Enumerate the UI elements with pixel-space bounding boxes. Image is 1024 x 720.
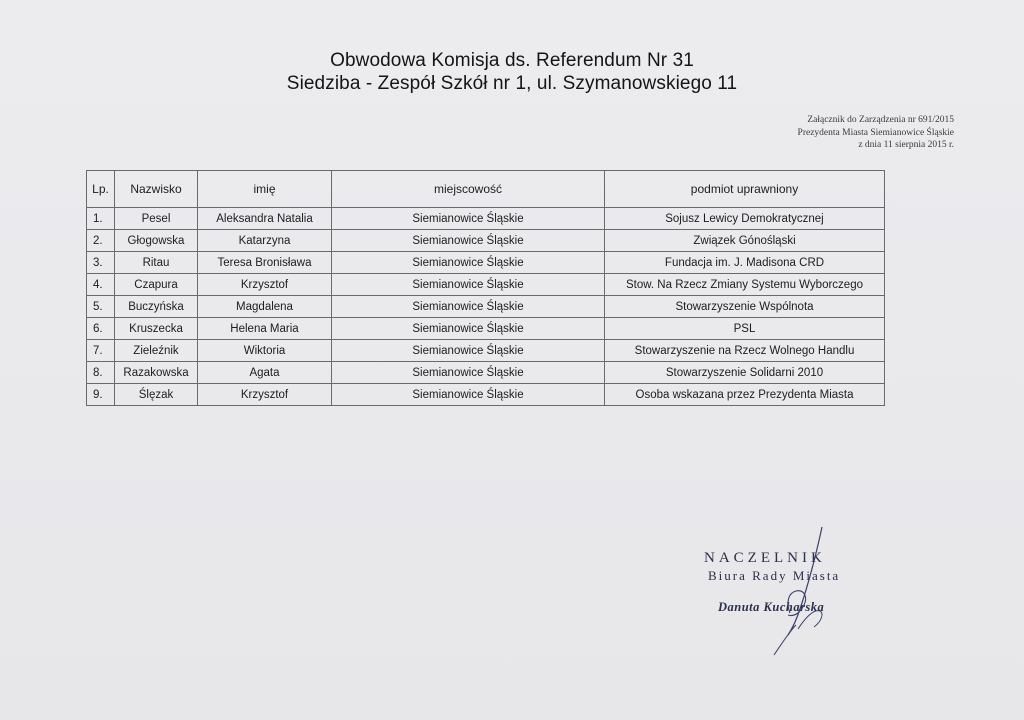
cell-entity: Osoba wskazana przez Prezydenta Miasta [605, 384, 885, 406]
header-entity: podmiot uprawniony [605, 171, 885, 208]
cell-surname: Kruszecka [115, 318, 198, 340]
stamp-title: NACZELNIK [704, 550, 826, 566]
handwritten-signature [704, 525, 884, 665]
table-row [87, 208, 885, 230]
cell-first-name: Krzysztof [198, 274, 332, 296]
annex-line-2: Prezydenta Miasta Siemianowice Śląskie [797, 127, 954, 138]
cell-town: Siemianowice Śląskie [332, 362, 605, 384]
annex-line-3: z dnia 11 sierpnia 2015 r. [858, 140, 954, 150]
cell-surname: Ślęzak [115, 384, 198, 406]
cell-first-name: Magdalena [198, 296, 332, 318]
cell-lp: 9. [87, 384, 115, 406]
cell-entity: PSL [605, 318, 885, 340]
table-row [87, 384, 885, 406]
cell-first-name: Helena Maria [198, 318, 332, 340]
document-subtitle: Siedziba - Zespół Szkół nr 1, ul. Szymanowskiego 11 [286, 73, 738, 94]
cell-town: Siemianowice Śląskie [332, 274, 605, 296]
cell-town: Siemianowice Śląskie [332, 230, 605, 252]
header-first-name: imię [198, 171, 332, 208]
document-title: Obwodowa Komisja ds. Referendum Nr 31 [330, 50, 694, 71]
cell-entity: Fundacja im. J. Madisona CRD [605, 252, 885, 274]
cell-town: Siemianowice Śląskie [332, 208, 605, 230]
cell-surname: Czapura [115, 274, 198, 296]
cell-surname: Ritau [115, 252, 198, 274]
cell-town: Siemianowice Śląskie [332, 296, 605, 318]
cell-lp: 5. [87, 296, 115, 318]
stamp-name: Danuta Kucharska [718, 600, 825, 614]
table-row [87, 252, 885, 274]
cell-lp: 1. [87, 208, 115, 230]
annex-note [798, 114, 954, 152]
cell-entity: Stow. Na Rzecz Zmiany Systemu Wyborczego [605, 274, 885, 296]
header-surname: Nazwisko [115, 171, 198, 208]
header-lp: Lp. [87, 171, 115, 208]
cell-lp: 4. [87, 274, 115, 296]
cell-lp: 2. [87, 230, 115, 252]
cell-entity: Związek Gónośląski [605, 230, 885, 252]
cell-first-name: Teresa Bronisława [198, 252, 332, 274]
table-row [87, 230, 885, 252]
cell-first-name: Wiktoria [198, 340, 332, 362]
cell-surname: Głogowska [115, 230, 198, 252]
table-row [87, 296, 885, 318]
cell-town: Siemianowice Śląskie [332, 340, 605, 362]
table-row [87, 362, 885, 384]
header-town: miejscowość [332, 171, 605, 208]
cell-surname: Pesel [115, 208, 198, 230]
cell-lp: 7. [87, 340, 115, 362]
cell-entity: Stowarzyszenie na Rzecz Wolnego Handlu [605, 340, 885, 362]
annex-line-1: Załącznik do Zarządzenia nr 691/2015 [807, 115, 954, 125]
cell-entity: Stowarzyszenie Solidarni 2010 [605, 362, 885, 384]
commission-members-table [86, 170, 885, 406]
cell-first-name: Krzysztof [198, 384, 332, 406]
cell-surname: Razakowska [115, 362, 198, 384]
table-header-row [87, 171, 885, 208]
cell-first-name: Agata [198, 362, 332, 384]
cell-entity: Sojusz Lewicy Demokratycznej [605, 208, 885, 230]
stamp-office: Biura Rady Miasta [708, 568, 841, 583]
table-row [87, 340, 885, 362]
cell-lp: 3. [87, 252, 115, 274]
cell-entity: Stowarzyszenie Wspólnota [605, 296, 885, 318]
cell-first-name: Katarzyna [198, 230, 332, 252]
cell-town: Siemianowice Śląskie [332, 318, 605, 340]
table-row [87, 274, 885, 296]
official-stamp [704, 550, 884, 660]
cell-surname: Buczyńska [115, 296, 198, 318]
cell-town: Siemianowice Śląskie [332, 252, 605, 274]
table-row [87, 318, 885, 340]
cell-town: Siemianowice Śląskie [332, 384, 605, 406]
cell-lp: 8. [87, 362, 115, 384]
cell-surname: Zieleźnik [115, 340, 198, 362]
cell-lp: 6. [87, 318, 115, 340]
cell-first-name: Aleksandra Natalia [198, 208, 332, 230]
